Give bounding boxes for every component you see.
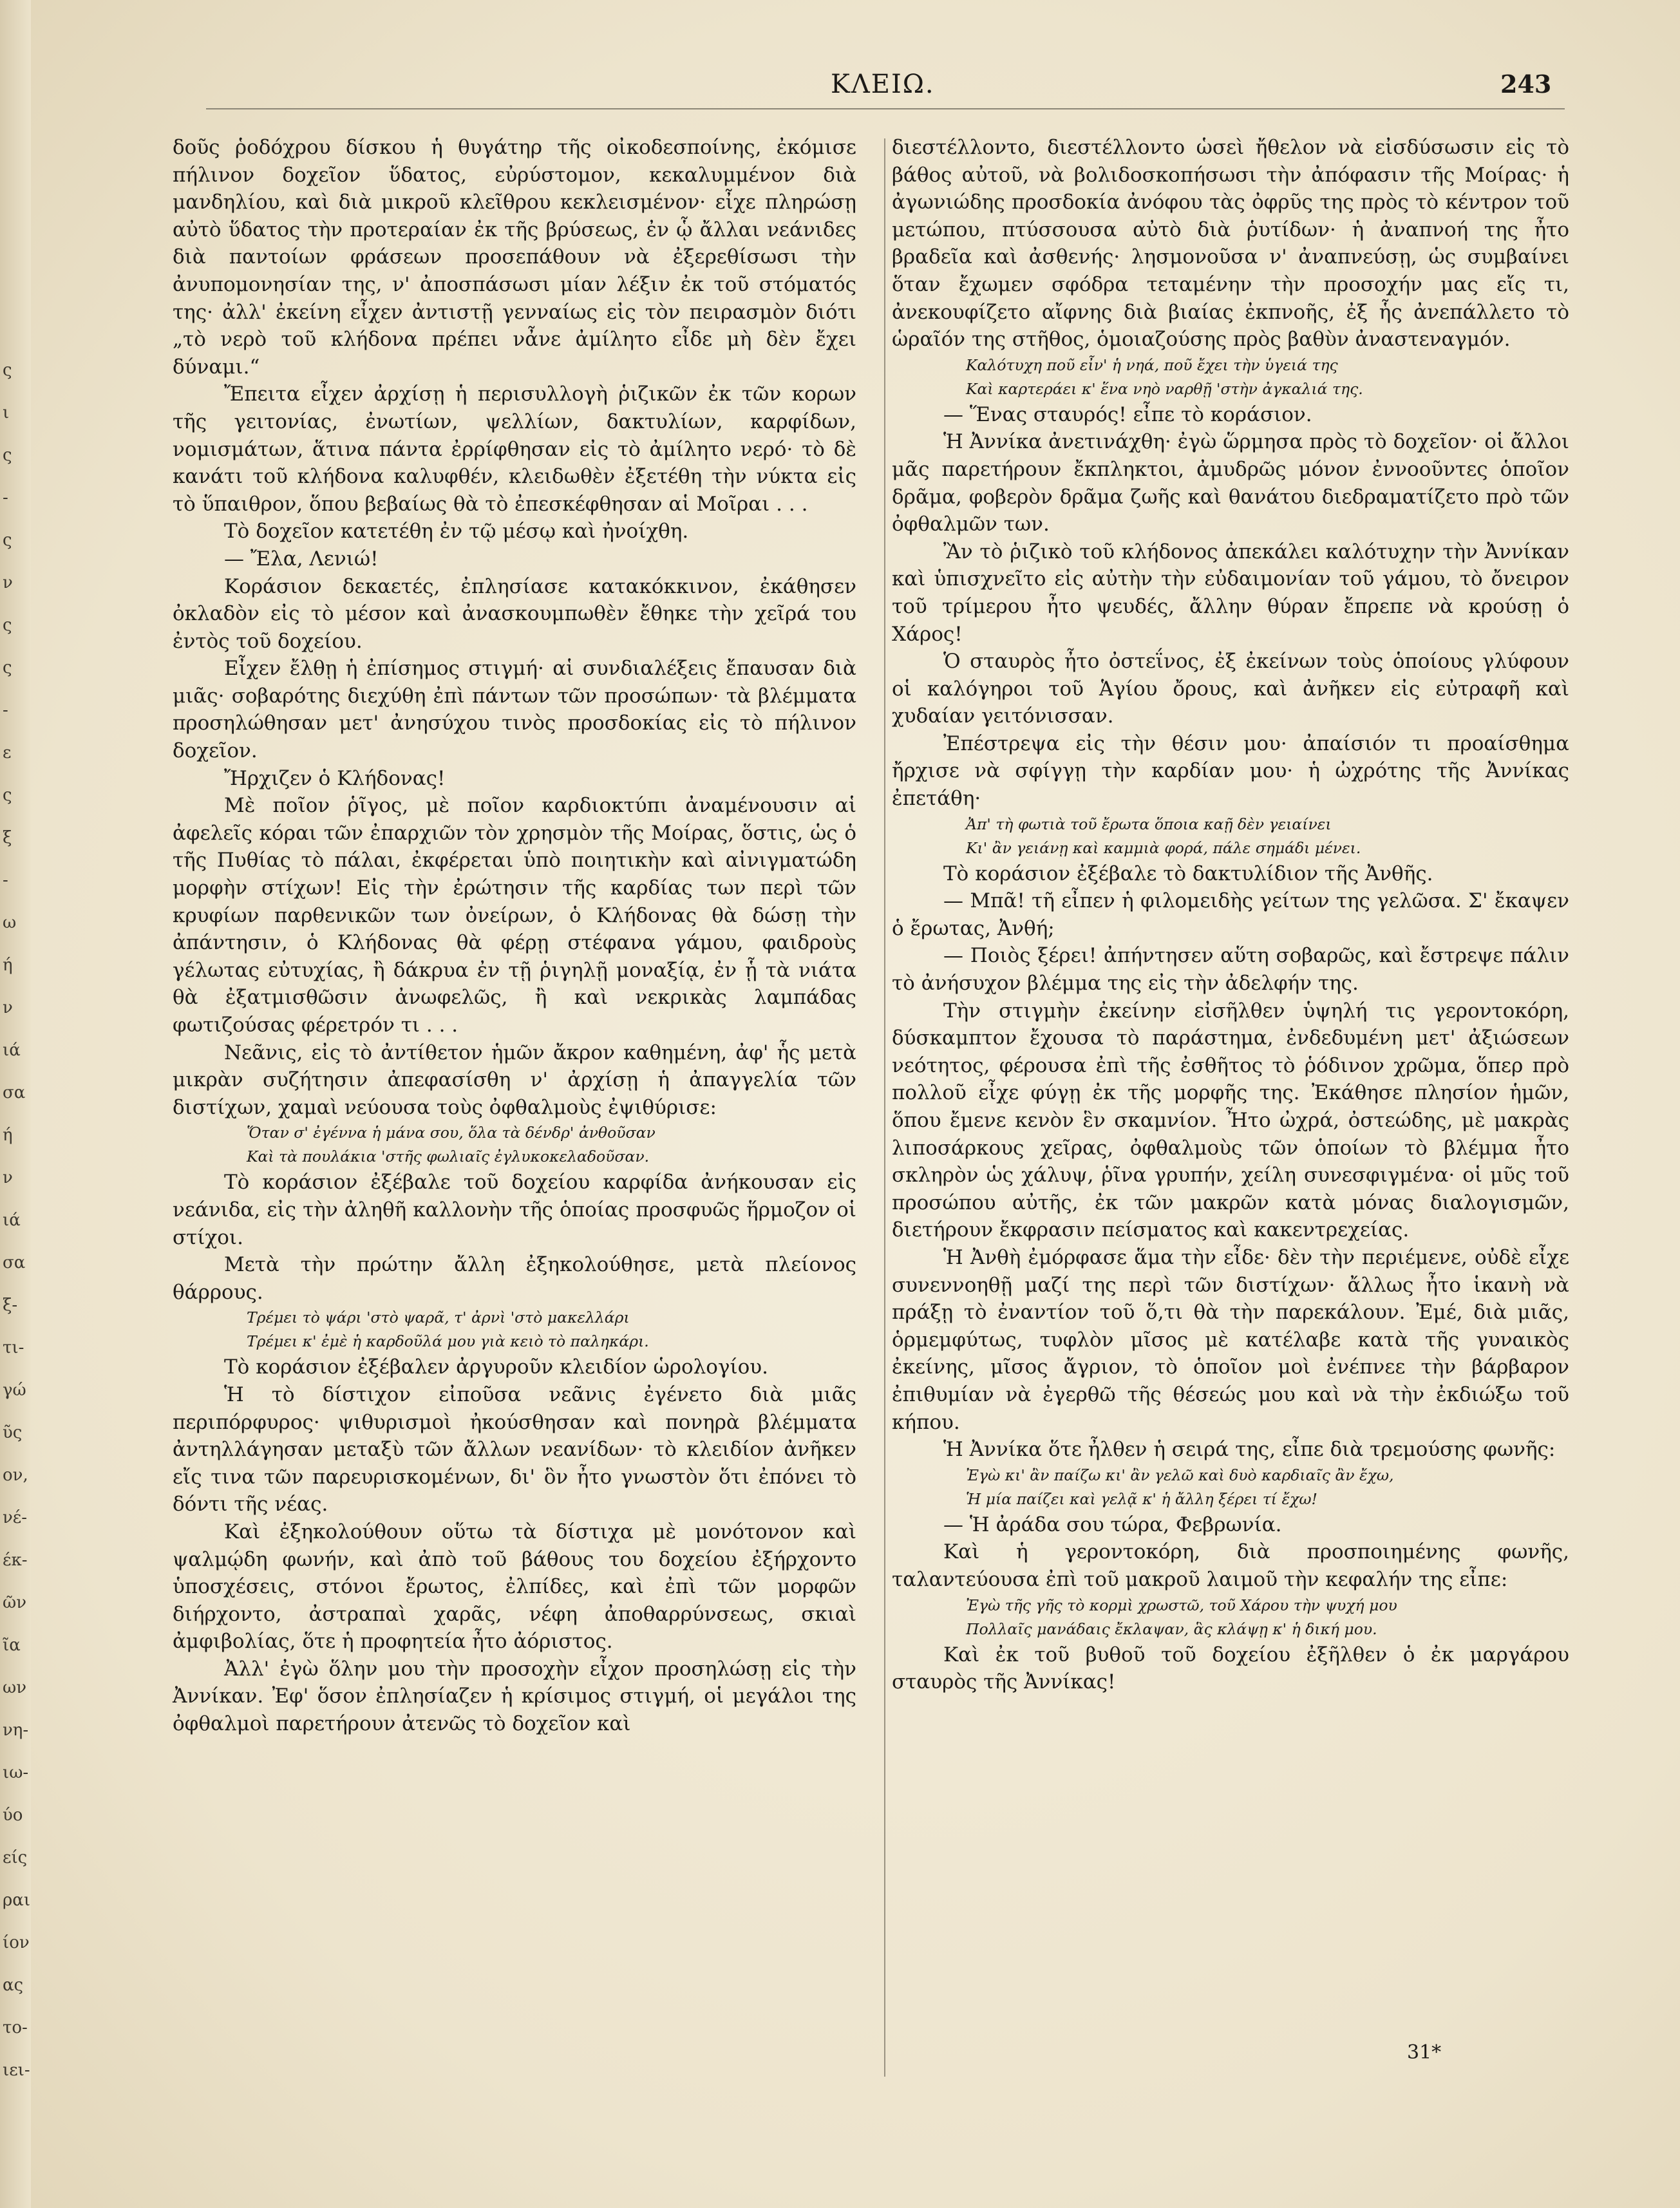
verse-line: Ὅταν σ' ἐγέννα ἡ μάνα σου, ὅλα τὰ δένδρ' ἀνθοῦσαν: [247, 1124, 656, 1142]
paragraph: — Ἡ ἀράδα σου τώρα, Φεβρωνία.: [943, 1513, 1282, 1536]
edge-fragment: -: [3, 488, 8, 507]
edge-fragment: ῶν: [3, 1593, 27, 1612]
paragraph: Ἡ Ἀννίκα ὅτε ἦλθεν ἡ σειρά της, εἶπε διὰ τρεμούσης φωνῆς:: [943, 1438, 1556, 1462]
edge-fragment: ς: [3, 658, 12, 677]
paragraph: Τὸ κοράσιον ἐξέβαλεν ἀργυροῦν κλειδίον ὡρολογίου.: [224, 1355, 769, 1379]
verse-line: Τρέμει κ' ἐμὲ ἡ καρδοῦλά μου γιὰ κειὸ τὸ παληκάρι.: [247, 1332, 649, 1351]
verse-line: Καὶ καρτεράει κ' ἕνα νηὸ ναρθῇ 'στὴν ἀγκαλιά της.: [966, 379, 1363, 398]
edge-fragment: ραι: [3, 1891, 31, 1910]
edge-fragment: ῖα: [3, 1636, 21, 1655]
paragraph: Καὶ ἡ γεροντοκόρη, διὰ προσποιημένης φωνῆς, ταλαντεύουσα ἐπὶ τοῦ μακροῦ λαιμοῦ τὴν κεφαλήν της εἶπε:: [892, 1540, 1569, 1591]
paragraph: Καὶ ἐξηκολούθουν οὕτω τὰ δίστιχα μὲ μονότονον καὶ ψαλμῴδη φωνήν, καὶ ἀπὸ τοῦ βάθους του δοχείου ἐξήρχοντο ὑποσχέσεις, στόνοι ἔρωτος, ἐλπίδες, καὶ ἐπὶ τῶν μορφῶν διήρχοντο, ἀστραπαὶ χαρᾶς, νέφη ἀποθαρρύνσεως, σκιαὶ ἀμφιβολίας, ὅτε ἡ προφητεία ἦτο ἀόριστος.: [173, 1520, 856, 1654]
paragraph: Κοράσιον δεκαετές, ἐπλησίασε κατακόκκινον, ἐκάθησεν ὀκλαδὸν εἰς τὸ μέσον καὶ ἀνασκουμπωθὲν ἔθηκε τὴν χεῖρά του ἐντὸς τοῦ δοχείου.: [173, 574, 856, 653]
edge-fragment: γώ: [3, 1381, 26, 1400]
edge-fragment: ι: [3, 403, 10, 422]
verse-line: Κι' ἂν γειάνῃ καὶ καμμιὰ φορά, πάλε σημάδι μένει.: [966, 838, 1361, 857]
edge-fragment: ς: [3, 786, 12, 805]
paragraph: Ἐπέστρεψα εἰς τὴν θέσιν μου· ἀπαίσιόν τι προαίσθημα ἤρχισε νὰ σφίγγῃ τὴν καρδίαν μου· ἡ ὠχρότης τῆς Ἀννίκας ἐπετάθη·: [892, 731, 1569, 811]
paragraph: Μὲ ποῖον ῥῖγος, μὲ ποῖον καρδιοκτύπι ἀναμένουσιν αἱ ἀφελεῖς κόραι τῶν ἐπαρχιῶν τὸν χρησμὸν τῆς Μοίρας, ὅστις, ὡς ὁ τῆς Πυθίας τὸ πάλαι, ἐκφέρεται ὑπὸ ποιητικὴν καὶ αἰνιγματώδη μορφὴν στίχων! Εἰς τὴν ἐρώτησιν τῆς καρδίας των περὶ τῶν κρυφίων παρθενικῶν των ὀνείρων, ὁ Κλήδονας θὰ δώσῃ τὴν ἀπάντησιν, ὁ Κλήδονας θὰ φέρῃ στέφανα γάμου, φαιδροὺς γέλωτας εὐτυχίας, ἢ δάκρυα ἐν τῇ ῥιγηλῇ μοναξίᾳ, ἐν ᾗ τὰ νιάτα θὰ ἐξατμισθῶσιν ἀνωφελῶς, ἢ καὶ νεκρικὰς λαμπάδας φωτιζούσας φέρετρόν τι . . .: [173, 794, 856, 1037]
edge-fragment: ς: [3, 531, 12, 550]
edge-fragment: ύο: [3, 1806, 23, 1825]
edge-fragment: νη-: [3, 1721, 29, 1740]
edge-fragment: ῦς: [3, 1423, 23, 1442]
edge-fragment: σα: [3, 1253, 26, 1272]
verse-couplet: [173, 1121, 856, 1169]
paragraph: — Μπᾶ! τῆ εἶπεν ἡ φιλομειδὴς γείτων της γελῶσα. Σ' ἔκαψεν ὁ ἔρωτας, Ἀνθή;: [892, 889, 1569, 940]
verse-couplet: [892, 1594, 1569, 1641]
column-divider: [884, 138, 885, 2077]
edge-fragment: ιά: [3, 1041, 21, 1060]
edge-fragment: ιει-: [3, 2061, 30, 2080]
paragraph: Τὸ δοχεῖον κατετέθη ἐν τῷ μέσῳ καὶ ἠνοίχθη.: [224, 520, 689, 543]
edge-fragment: σα: [3, 1083, 26, 1102]
header-rule: [206, 108, 1565, 109]
edge-fragment: ή: [3, 956, 13, 975]
paragraph: Ὁ σταυρὸς ἦτο ὀστεΐνος, ἐξ ἐκείνων τοὺς ὁποίους γλύφουν οἱ καλόγηροι τοῦ Ἁγίου ὄρους, καὶ ἀνῆκεν εἰς εὐτραφῆ καὶ χυδαίαν γειτόνισσαν.: [892, 650, 1569, 728]
verse-line: Καλότυχη ποῦ εἶν' ἡ νηά, ποῦ ἔχει τὴν ὑγειά της: [966, 355, 1338, 374]
edge-fragment: ίον: [3, 1933, 30, 1952]
edge-fragment: ε: [3, 743, 12, 762]
verse-couplet: [892, 813, 1569, 860]
verse-couplet: [173, 1306, 856, 1354]
edge-fragment: ον,: [3, 1466, 28, 1485]
paragraph: Ἡ Ἀννίκα ἀνετινάχθη· ἐγὼ ὥρμησα πρὸς τὸ δοχεῖον· οἱ ἄλλοι μᾶς παρετήρουν ἔκπληκτοι, ἀμυδρῶς μόνον ἐννοοῦντες ὁποῖον δρᾶμα, φοβερὸν δρᾶμα ζωῆς καὶ θανάτου διεδραματίζετο πρὸ τῶν ὀφθαλμῶν των.: [892, 430, 1569, 536]
edge-fragment: -: [3, 701, 8, 720]
edge-fragment: ω: [3, 913, 17, 932]
edge-fragment: ς: [3, 446, 12, 465]
paragraph: Ἤρχιζεν ὁ Κλήδονας!: [224, 766, 446, 790]
edge-fragment: είς: [3, 1848, 28, 1867]
edge-fragment: ξ: [3, 828, 12, 847]
edge-fragment: ξ-: [3, 1296, 18, 1315]
edge-fragment: έκ-: [3, 1551, 28, 1570]
edge-fragment: ή: [3, 1126, 13, 1145]
verse-line: Ἐγὼ κι' ἂν παίζω κι' ἂν γελῶ καὶ δυὸ καρδιαῖς ἂν ἔχω,: [966, 1466, 1394, 1484]
paragraph: Ἔπειτα εἶχεν ἀρχίσῃ ἡ περισυλλογὴ ῥιζικῶν ἐκ τῶν κορων τῆς γειτονίας, ἐνωτίων, ψελλίων, δακτυλίων, καρφίδων, νομισμάτων, ἅτινα πάντα ἐρρίφθησαν εἰς τὸ ἀμίλητο νερό· τὸ δὲ κανάτι τοῦ κλήδονα καλυφθέν, κλειδωθὲν ἐξετέθη τὴν νύκτα εἰς τὸ ὕπαιθρον, ὅπου βεβαίως θὰ τὸ ἐπεσκέφθησαν αἱ Μοῖραι . . .: [173, 382, 856, 516]
paragraph: Νεᾶνις, εἰς τὸ ἀντίθετον ἡμῶν ἄκρον καθημένη, ἀφ' ἧς μετὰ μικρὰν συζήτησιν ἀπεφασίσθη ν' ἀρχίσῃ ἡ ἀπαγγελία τῶν διστίχων, χαμαὶ νεύουσα τοὺς ὀφθαλμοὺς ἐψιθύρισε:: [173, 1041, 856, 1119]
paragraph: Τὴν στιγμὴν ἐκείνην εἰσῆλθεν ὑψηλή τις γεροντοκόρη, δύσκαμπτον ἔχουσα τὸ παράστημα, ἐνδεδυμένη μετ' ἀξιώσεων νεότητος, φέρουσα ἐπὶ τῆς ἐσθῆτος τὸ ῥόδινον χρῶμα, ὅπερ πρὸ πολλοῦ εἶχε φύγῃ ἐκ τῆς μορφῆς της. Ἐκάθησε πλησίον ἡμῶν, ὅπου ἔμενε κενὸν ἓν σκαμνίον. Ἦτο ὠχρά, ὀστεώδης, μὲ μακρὰς λιποσάρκους χεῖρας, ὀφθαλμοὺς τῶν ὁποίων τὸ βλέμμα ἦτο σκληρὸν ὡς χάλυψ, ῥῖνα γρυπήν, χείλη συνεσφιγμένα· οἱ μῦς τοῦ προσώπου αὐτῆς, ἐκ τῶν μακρῶν κατὰ μόνας διαλογισμῶν, διετήρουν ἔκφρασιν πείσματος καὶ κακεντρεχείας.: [892, 999, 1569, 1242]
verse-line: Πολλαῖς μανάδαις ἔκλαψαν, ἃς κλάψῃ κ' ἡ δική μου.: [966, 1619, 1377, 1638]
right-column: [892, 134, 1569, 1696]
paragraph: διεστέλλοντο, διεστέλλοντο ὡσεὶ ἤθελον νὰ εἰσδύσωσιν εἰς τὸ βάθος αὐτοῦ, νὰ βολιδοσκοπήσωσι τὴν ἀπόφασιν τῆς Μοίρας· ἡ ἀγωνιώδης προσδοκία ἀνόφου τὰς ὀφρῦς της πρὸς τὸ κέντρον τοῦ μετώπου, πτύσσουσα αὐτὸ διὰ ῥυτίδων· ἡ ἀναπνοή της ἦτο βραδεῖα καὶ ἀσθενής· λησμονοῦσα ν' ἀναπνεύσῃ, ὡς συμβαίνει ὅταν ἔχωμεν σφόδρα τεταμένην τὴν προσοχήν μας εἴς τι, ἀνεκουφίζετο αἴφνης διὰ βιαίας ἐκπνοῆς, ἐξ ἧς ἀνεπάλλετο τὸ ὡραῖόν της στῆθος, ὁμοιαζούσης πρὸς βαθὺν ἀναστεναγμόν.: [892, 136, 1569, 352]
verse-couplet: [892, 1464, 1569, 1511]
paragraph: Τὸ κοράσιον ἐξέβαλε τὸ δακτυλίδιον τῆς Ἀνθῆς.: [943, 862, 1433, 885]
paragraph: — Ποιὸς ξέρει! ἀπήντησεν αὕτη σοβαρῶς, καὶ ἔστρεψε πάλιν τὸ ἀνήσυχον βλέμμα της εἰς τὴν ἀδελφήν της.: [892, 944, 1569, 995]
adjacent-page-edge: [0, 0, 31, 2208]
paragraph: Ἡ τὸ δίστιχον εἰποῦσα νεᾶνις ἐγένετο διὰ μιᾶς περιπόρφυρος· ψιθυρισμοὶ ἠκούσθησαν καὶ πονηρὰ βλέμματα ἀντηλλάγησαν μεταξὺ τῶν ἄλλων νεανίδων· τὸ κλειδίον ἀνῆκεν εἴς τινα τῶν παρευρισκομένων, δι' ὃν ἦτο γνωστὸν ὅτι ἐπόνει τὸ δόντι τῆς νέας.: [173, 1382, 856, 1516]
signature-mark: 31*: [1407, 2041, 1442, 2064]
verse-line: Ἀπ' τὴ φωτιὰ τοῦ ἔρωτα ὅποια καῇ δὲν γειαίνει: [966, 815, 1332, 833]
edge-fragment: ιά: [3, 1211, 21, 1230]
edge-fragment: -: [3, 871, 8, 890]
edge-fragment: ν: [3, 1168, 13, 1187]
edge-fragment: ων: [3, 1678, 27, 1697]
paragraph: Καὶ ἐκ τοῦ βυθοῦ τοῦ δοχείου ἐξῆλθεν ὁ ἐκ μαργάρου σταυρὸς τῆς Ἀννίκας!: [892, 1643, 1569, 1694]
verse-line: Ἐγὼ τῆς γῆς τὸ κορμὶ χρωστῶ, τοῦ Χάρου τὴν ψυχή μου: [966, 1596, 1397, 1614]
edge-fragment: ν: [3, 573, 13, 592]
edge-fragment: ς: [3, 616, 12, 635]
paragraph: Ἀλλ' ἐγὼ ὅλην μου τὴν προσοχὴν εἶχον προσηλώσῃ εἰς τὴν Ἀννίκαν. Ἐφ' ὅσον ἐπλησίαζεν ἡ κρίσιμος στιγμή, οἱ μεγάλοι της ὀφθαλμοὶ παρετήρουν ἀτενῶς τὸ δοχεῖον καὶ: [173, 1657, 856, 1736]
paragraph: Ἂν τὸ ῥιζικὸ τοῦ κλήδονος ἀπεκάλει καλότυχην τὴν Ἀννίκαν καὶ ὑπισχνεῖτο εἰς αὐτὴν τὴν εὐδαιμονίαν τοῦ γάμου, τὸ ὄνειρον τοῦ τρίμερου ἦτο ψευδές, ἄλλην θύραν ἔπρεπε νὰ κρούσῃ ὁ Χάρος!: [892, 540, 1569, 646]
verse-couplet: [892, 354, 1569, 401]
left-column: [173, 134, 856, 1738]
paragraph: δοῦς ῥοδόχρου δίσκου ἡ θυγάτηρ τῆς οἰκοδεσποίνης, ἐκόμισε πήλινον δοχεῖον ὕδατος, εὐρύστομον, κεκαλυμμένον διὰ μανδηλίου, καὶ διὰ μικροῦ κλεῖθρου κεκλεισμένον· εἶχε πληρώσῃ αὐτὸ ὕδατος τὴν προτεραίαν ἐκ τῆς βρύσεως, ἐν ᾧ ἄλλαι νεάνιδες διὰ παντοίων φράσεων προσεπάθουν νὰ ἐξερεθίσωσι τὴν ἀνυπομονησίαν της, ν' ἀποσπάσωσι μίαν λέξιν ἐκ τοῦ στόματός της· ἀλλ' ἐκείνη εἶχεν ἀντιστῇ γενναίως εἰς τὸν πειρασμὸν διότι „τὸ νερὸ τοῦ κλήδονα πρέπει νἆνε ἀμίλητο εἶδε μὴ δὲν ἔχει δύναμι.“: [173, 136, 856, 379]
edge-fragment: νέ-: [3, 1508, 28, 1527]
edge-fragment: ιω-: [3, 1763, 29, 1782]
edge-fragment: ς: [3, 361, 12, 380]
edge-fragment: ν: [3, 998, 13, 1017]
paragraph: Εἶχεν ἔλθῃ ἡ ἐπίσημος στιγμή· αἱ συνδιαλέξεις ἔπαυσαν διὰ μιᾶς· σοβαρότης διεχύθη ἐπὶ πάντων τῶν προσώπων· τὰ βλέμματα προσηλώθησαν μετ' ἀνησύχου τινὸς προσδοκίας εἰς τὸ πήλινον δοχεῖον.: [173, 657, 856, 763]
verse-line: Καὶ τὰ πουλάκια 'στῆς φωλιαῖς ἐγλυκοκελαδοῦσαν.: [247, 1147, 650, 1166]
paragraph: Μετὰ τὴν πρώτην ἄλλη ἐξηκολούθησε, μετὰ πλείονος θάρρους.: [173, 1253, 856, 1304]
page-number: 243: [1500, 70, 1552, 99]
verse-line: Ἡ μία παίζει καὶ γελᾷ κ' ἡ ἄλλη ξέρει τί ἔχω!: [966, 1489, 1317, 1508]
edge-fragment: το-: [3, 2018, 28, 2037]
running-title: ΚΛΕΙΩ.: [831, 70, 935, 99]
edge-fragment: ας: [3, 1976, 24, 1995]
paragraph: — Ἔλα, Λενιώ!: [224, 547, 379, 571]
paragraph: — Ἕνας σταυρός! εἶπε τὸ κοράσιον.: [943, 402, 1312, 426]
verse-line: Τρέμει τὸ ψάρι 'στὸ ψαρᾶ, τ' ἀρνὶ 'στὸ μακελλάρι: [247, 1308, 630, 1327]
paragraph: Ἡ Ἀνθὴ ἐμόρφασε ἅμα τὴν εἶδε· δὲν τὴν περιέμενε, οὐδὲ εἶχε συνεννοηθῇ μαζί της περὶ τῶν διστίχων· ἄλλως ἦτο ἱκανὴ νὰ πράξῃ τὸ ἐναντίον τοῦ ὅ,τι θὰ τὴν παρεκάλουν. Ἐμέ, διὰ μιᾶς, ὁρμεμφύτως, τυφλὸν μῖσος μὲ κατέλαβε κατὰ τῆς γυναικὸς ἐκείνης, μῖσος ἄγριον, τὸ ὁποῖον μοὶ ἐνέπνεε τὴν βάρβαρον ἐπιθυμίαν νὰ ἐγερθῶ τῆς θέσεώς μου καὶ νὰ τὴν ἐκδιώξω τοῦ κήπου.: [892, 1245, 1569, 1434]
edge-fragment: τι-: [3, 1338, 24, 1357]
paragraph: Τὸ κοράσιον ἐξέβαλε τοῦ δοχείου καρφίδα ἀνήκουσαν εἰς νεάνιδα, εἰς τὴν ἀληθῆ καλλονὴν τῆς ὁποίας προσφυῶς ἥρμοζον οἱ στίχοι.: [173, 1171, 856, 1249]
